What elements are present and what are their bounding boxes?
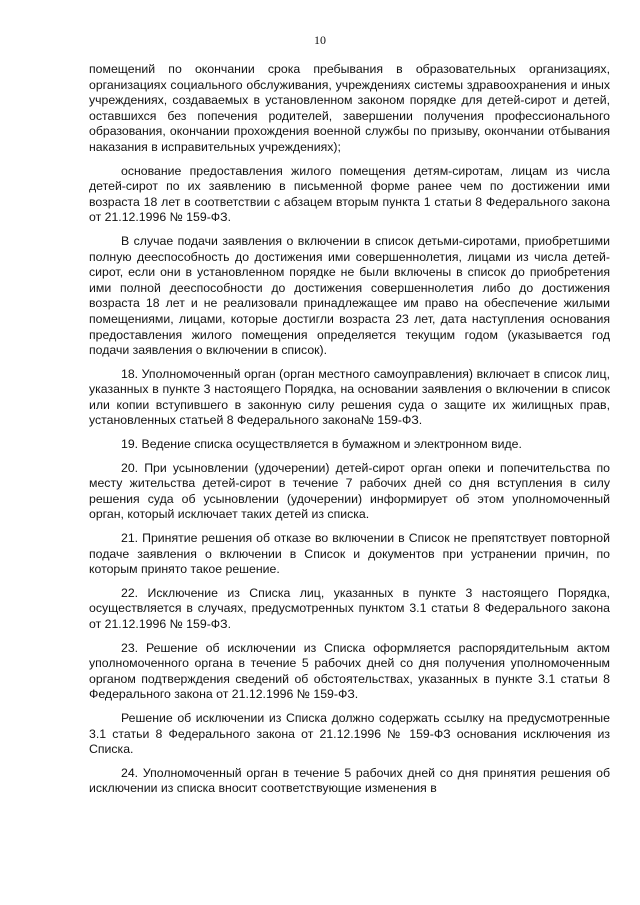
paragraph-item-21: 21. Принятие решения об отказе во включении в Список не препятствует повторной подаче заявления о включении в Список и документов при устранении причин, по которым принято такое решение.: [89, 531, 610, 577]
page-number: 10: [314, 33, 326, 47]
paragraph-item-19: 19. Ведение списка осуществляется в бумажном и электронном виде.: [121, 437, 522, 452]
document-body: [89, 62, 610, 805]
paragraph-item-20: 20. При усыновлении (удочерении) детей-сирот орган опеки и попечительства по месту жительства детей-сирот в течение 7 рабочих дней со дня вступления в силу решения суда об усыновлении (удочерении) информирует об этом уполномоченный орган, который исключает таких детей из списка.: [89, 460, 610, 522]
paragraph-item-24: 24. Уполномоченный орган в течение 5 рабочих дней со дня принятия решения об исключении из списка вносит соответствующие изменения в: [89, 765, 610, 796]
paragraph-application-case: В случае подачи заявления о включении в список детьми-сиротами, приобретшими полную дееспособность до достижения ими совершеннолетия, лицами из числа детей-сирот, если они в установленном порядке не были включены в список до приобретения ими полной дееспособности до достижения совершеннолетия либо до достижения возраста 18 лет и не реализовали принадлежащее им право на обеспечение жилыми помещениями, лицами, которые достигли возраста 23 лет, дата наступления основания предоставления жилого помещения определяется текущим годом (указывается год подачи заявления о включении в список).: [89, 233, 610, 358]
paragraph-basis: основание предоставления жилого помещения детям-сиротам, лицам из числа детей-сирот по их заявлению в письменной форме ранее чем по достижении ими возраста 18 лет в соответствии с абзацем вторым пункта 1 статьи 8 Федерального закона от 21.12.1996 № 159-ФЗ.: [89, 163, 610, 225]
paragraph-exclusion-decision: Решение об исключении из Списка должно содержать ссылку на предусмотренные 3.1 статьи 8 Федерального закона от 21.12.1996 № 159-ФЗ основания исключения из Списка.: [89, 710, 610, 757]
paragraph-item-22: 22. Исключение из Списка лиц, указанных в пункте 3 настоящего Порядка, осуществляется в случаях, предусмотренных пунктом 3.1 статьи 8 Федерального закона от 21.12.1996 № 159-ФЗ.: [89, 585, 610, 631]
paragraph-item-18: 18. Уполномоченный орган (орган местного самоуправления) включает в список лиц, указанных в пункте 3 настоящего Порядка, на основании заявления о включении в список или копии вступившего в законную силу решения суда о защите их жилищных прав, установленных статьей 8 Федерального закона№ 159-ФЗ.: [89, 366, 610, 428]
paragraph-continuation: помещений по окончании срока пребывания в образовательных организациях, организациях социального обслуживания, учреждениях системы здравоохранения и иных учреждениях, создаваемых в установленном законом порядке для детей-сирот и детей, оставшихся без попечения родителей, завершении получения профессионального образования, окончании прохождения военной службы по призыву, окончании отбывания наказания в исправительных учреждениях);: [89, 62, 610, 154]
paragraph-item-23: 23. Решение об исключении из Списка оформляется распорядительным актом уполномоченного органа в течение 5 рабочих дней со дня получения уполномоченным органом подтверждения сведений об обстоятельствах, указанных в пункте 3.1 статьи 8 Федерального закона от 21.12.1996 № 159-ФЗ.: [89, 640, 610, 702]
